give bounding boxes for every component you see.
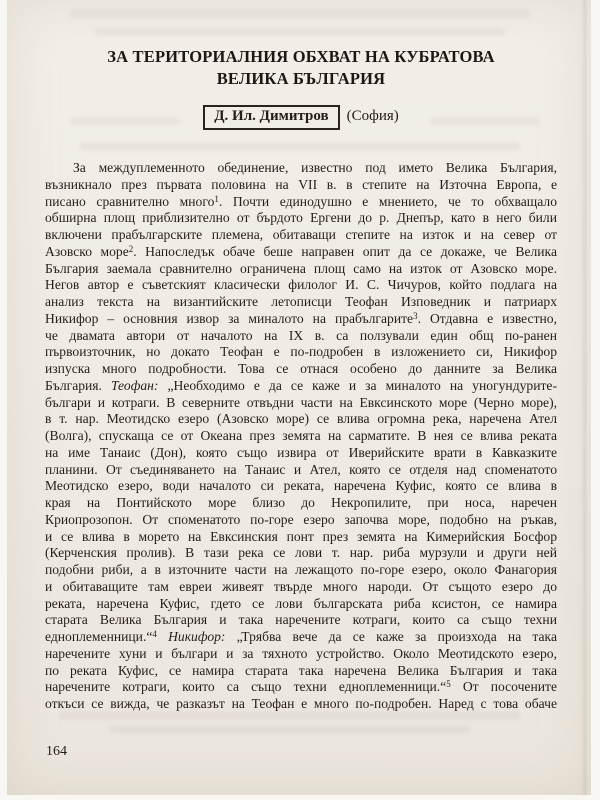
- text-line: и се влива в морето на Евксинския понт през земята на Кимерийския Босфор: [45, 528, 557, 544]
- text-line: За междуплеменното обединение, известно под името Велика България,: [73, 160, 557, 175]
- text-line: на име Танаис (Дон), която също извира от Иверийските врати в Кавказките: [45, 444, 557, 460]
- text-line: наречените хуни и българи и за тяхното устройство. Около Меотидското езеро,: [45, 645, 557, 661]
- text-line: в т. нар. Меотидско езеро (Азовско море) се влива огромна река, наречена Ател: [45, 411, 557, 427]
- page-number: 164: [46, 744, 67, 759]
- text-line: старата Велика България и така наречените котраги, които са също техни: [45, 612, 557, 628]
- author-name-boxed: Д. Ил. Димитров: [203, 105, 339, 130]
- page-edge-shadow: [582, 0, 586, 795]
- page-title-line: ВЕЛИКА БЪЛГАРИЯ: [216, 69, 386, 88]
- text-line: първоизточник, но докато Теофан е по-подробен в изложението си, Никифор: [45, 344, 557, 360]
- text-line: откъси се вижда, че разказът на Теофан е много по-подробен. Наред с това обаче: [45, 696, 557, 711]
- byline: [45, 105, 557, 130]
- text-line: Криопрозопон. От споменатото по-горе езеро започва море, подобно на ръкав,: [45, 511, 557, 527]
- author-city: (София): [346, 108, 399, 124]
- text-line: България. Теофан: „Необходимо е да се каже и за миналото на уногундурите-: [45, 377, 557, 393]
- text-line: (Керченския пролив). В тази река се лови т. нар. риба мурзули и други ней: [45, 545, 557, 561]
- text-line: българи и котраги. В северните отвъдни части на Евксинското море (Черно море),: [45, 394, 557, 410]
- text-line: наречените котраги, които са също техни едноплеменници.“$^5$ От посочените: [45, 679, 557, 695]
- text-line: писано сравнително много$^1$. Почти единодушно е мнението, че то обхващало: [45, 193, 557, 209]
- text-line: Никифор – основния извор за миналото на прабългарите$^3$. Отдавна е известно,: [45, 310, 557, 326]
- text-line: анализ текста на византийските летописци Теофан Изповедник и патриарх: [45, 294, 557, 309]
- bleed-through-artifact: [60, 712, 520, 719]
- text-line: подобни риби, а в източните части на лежащото по-горе езеро, около Фанагория: [45, 562, 557, 577]
- text-line: обширна площ приблизително от бърдото Ергени до р. Днепър, като в него били: [45, 210, 557, 226]
- text-line: по реката Куфис, се намира старата така наречена Велика България и така: [45, 662, 557, 678]
- text-line: реката, наречена Куфис, гдето се лови българската риба ксистон, се намира: [45, 595, 557, 611]
- text-line: България заемала сравнително ограничена площ само на изток от Азовско море.: [45, 260, 557, 276]
- bleed-through-artifact: [80, 143, 520, 150]
- bleed-through-artifact: [110, 726, 470, 733]
- text-line: възникнало през първата половина на VII в. в степите на Източна Европа, е: [45, 176, 557, 192]
- text-line: включени прабългарските племена, обитаващи степите на изток и на север от: [45, 227, 557, 242]
- bleed-through-artifact: [70, 10, 530, 17]
- page-title-line: ЗА ТЕРИТОРИАЛНИЯ ОБХВАТ НА КУБРАТОВА: [107, 47, 495, 66]
- text-line: Меотидско езеро, води началото си реката, наречена Куфис, която се влива в: [45, 478, 557, 494]
- text-line: планини. От съединяването на Танаис и Ател, която се отделя над споменатото: [45, 461, 557, 477]
- text-line: (Волга), спускаща се от Океана през земята на сарматите. В нея се влива реката: [45, 428, 557, 443]
- text-line: изпуска много подробности. Това се отнася особено до данните за Велика: [45, 361, 557, 376]
- text-line: Азовско море$^2$. Напоследък обаче беше направен опит да се докаже, че Велика: [45, 243, 557, 259]
- bleed-through-artifact: [95, 28, 505, 35]
- text-line: Негов автор е съветският класически филолог И. С. Чичуров, който подлага на: [45, 277, 557, 293]
- text-line: и обитаващите там евреи живеят твърде много народи. От същото езеро до: [45, 578, 557, 594]
- article-body: [45, 160, 557, 713]
- page-title: [45, 46, 557, 90]
- text-line: че двамата автори от началото на IX в. са ползували един общ по-ранен: [45, 327, 557, 343]
- text-line: края на Понтийското море близо до Некропилите, при носа, наречен: [45, 495, 557, 510]
- text-line: едноплеменници.“$^4$ Никифор: „Трябва вече да се каже за произхода на така: [45, 629, 557, 644]
